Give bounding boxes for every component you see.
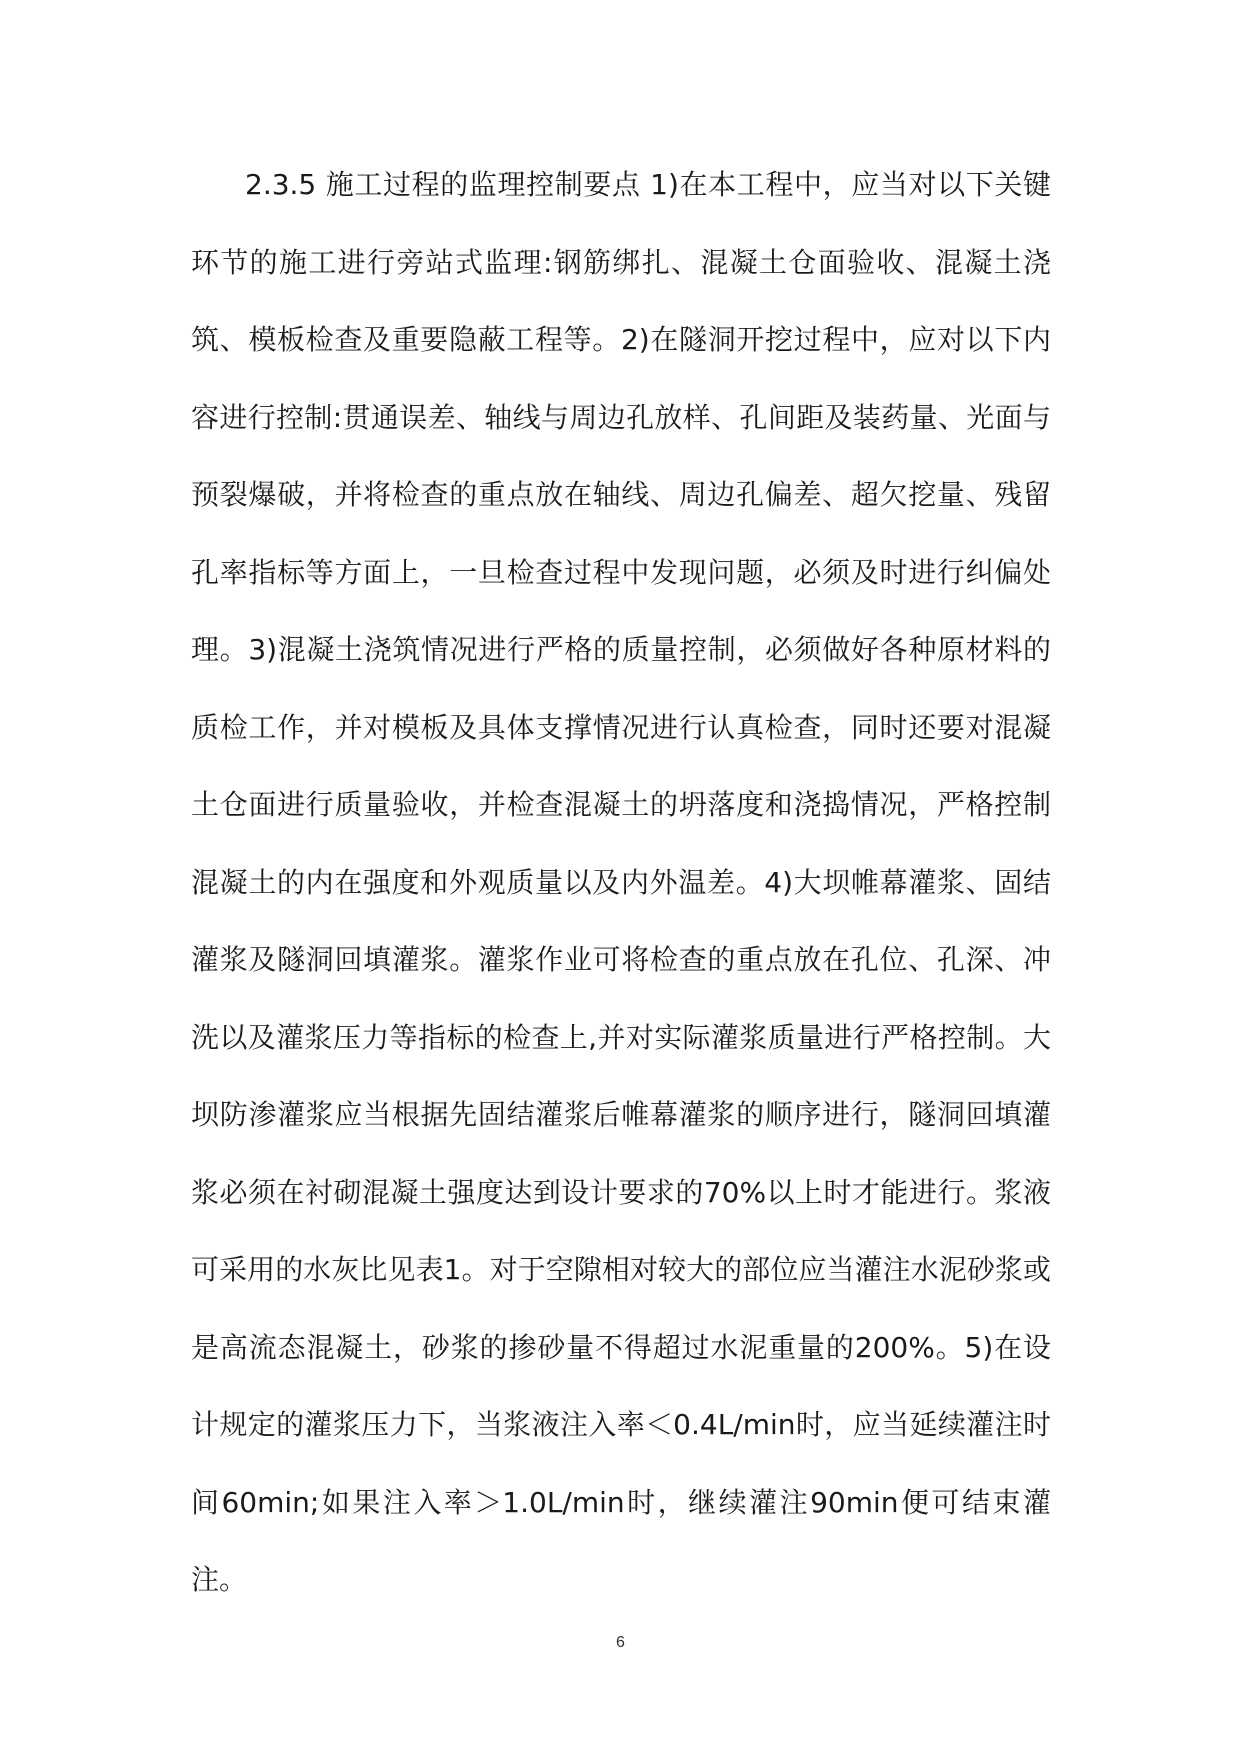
body-paragraph: 2.3.5 施工过程的监理控制要点 1)在本工程中，应当对以下关键环节的施工进行旁站式监理:钢筋绑扎、混凝土仓面验收、混凝土浇筑、模板检查及重要隐蔽工程等。2)在隧洞开挖过程中，应对以下内容进行控制:贯通误差、轴线与周边孔放样、孔间距及装药量、光面与预裂爆破，并将检查的重点放在轴线、周边孔偏差、超欠挖量、残留孔率指标等方面上，一旦检查过程中发现问题，必须及时进行纠偏处理。3)混凝土浇筑情况进行严格的质量控制，必须做好各种原材料的质检工作，并对模板及具体支撑情况进行认真检查，同时还要对混凝土仓面进行质量验收，并检查混凝土的坍落度和浇捣情况，严格控制混凝土的内在强度和外观质量以及内外温差。4)大坝帷幕灌浆、固结灌浆及隧洞回填灌浆。灌浆作业可将检查的重点放在孔位、孔深、冲洗以及灌浆压力等指标的检查上,并对实际灌浆质量进行严格控制。大坝防渗灌浆应当根据先固结灌浆后帷幕灌浆的顺序进行，隧洞回填灌浆必须在衬砌混凝土强度达到设计要求的70%以上时才能进行。浆液可采用的水灰比见表1。对于空隙相对较大的部位应当灌注水泥砂浆或是高流态混凝土，砂浆的掺砂量不得超过水泥重量的200%。5)在设计规定的灌浆压力下，当浆液注入率＜0.4L/min时，应当延续灌注时间60min;如果注入率＞1.0L/min时，继续灌注90min便可结束灌注。 xyxy=(191,168,1051,1596)
page-number: 6 xyxy=(616,1634,625,1651)
